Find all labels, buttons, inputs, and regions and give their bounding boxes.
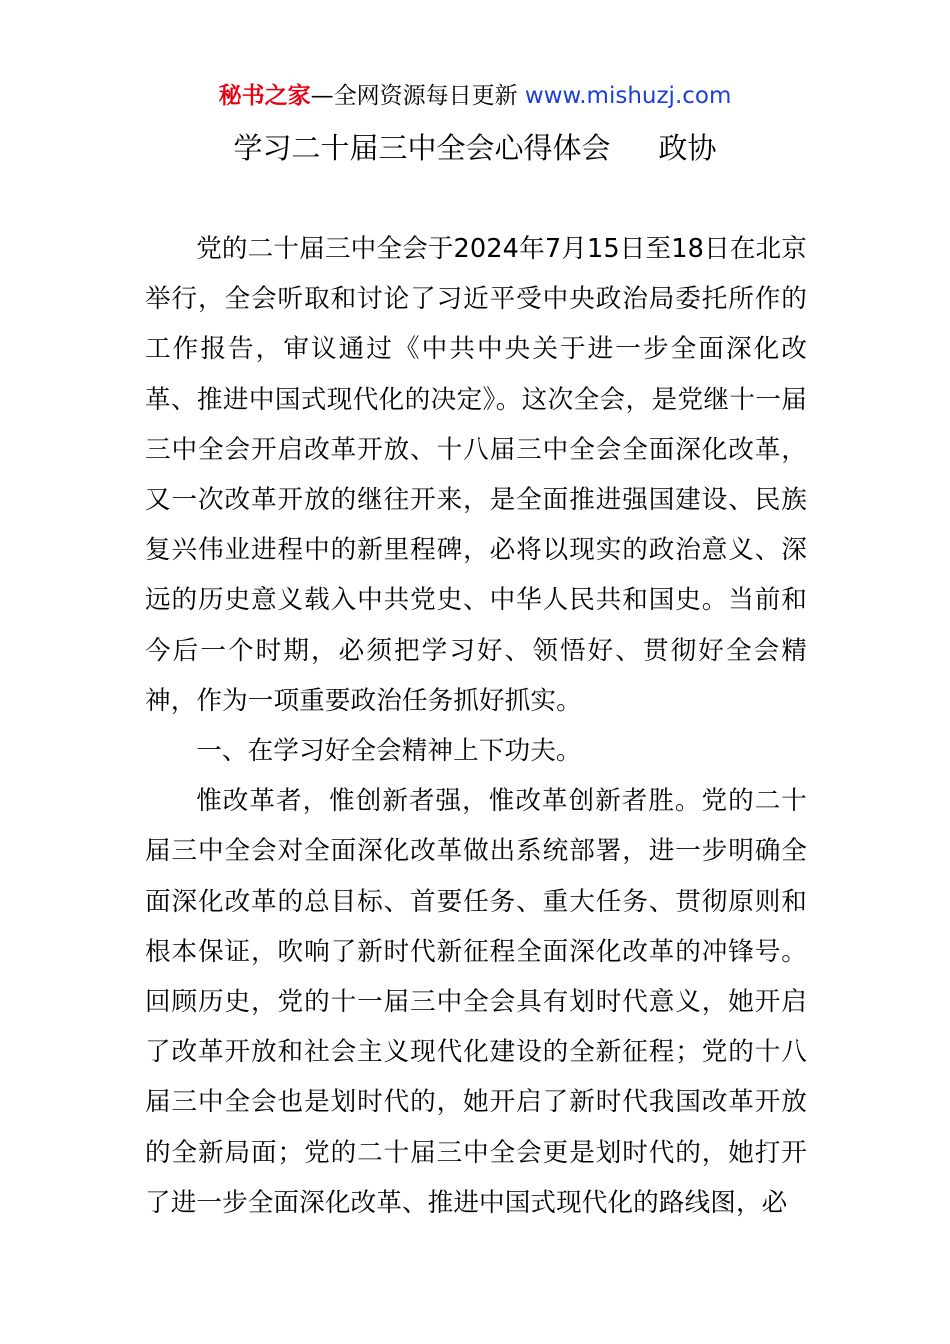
document-body (145, 224, 807, 1228)
paragraph-intro: 党的二十届三中全会于2024年7月15日至18日在北京举行，全会听取和讨论了习近平受中央政治局委托所作的工作报告，审议通过《中共中央关于进一步全面深化改革、推进中国式现代化的决定》。这次全会，是党继十一届三中全会开启改革开放、十八届三中全会全面深化改革，又一次改革开放的继往开来，是全面推进强国建设、民族复兴伟业进程中的新里程碑，必将以现实的政治意义、深远的历史意义载入中共党史、中华人民共和国史。当前和今后一个时期，必须把学习好、领悟好、贯彻好全会精神，作为一项重要政治任务抓好抓实。 (145, 234, 807, 716)
site-header (0, 80, 950, 112)
title-organization: 政协 (658, 131, 717, 165)
header-tagline: —全网资源每日更新 (310, 83, 518, 109)
section-heading-1: 一、在学习好全会精神上下功夫。 (196, 736, 582, 767)
site-url[interactable]: www.mishuzj.com (524, 83, 732, 109)
title-main: 学习二十届三中全会心得体会 (233, 131, 611, 165)
document-title (0, 128, 950, 168)
paragraph-section-1: 惟改革者，惟创新者强，惟改革创新者胜。党的二十届三中全会对全面深化改革做出系统部署，进一步明确全面深化改革的总目标、首要任务、重大任务、贯彻原则和根本保证，吹响了新时代新征程全面深化改革的冲锋号。回顾历史，党的十一届三中全会具有划时代意义，她开启了改革开放和社会主义现代化建设的全新征程；党的十八届三中全会也是划时代的，她开启了新时代我国改革开放的全新局面；党的二十届三中全会更是划时代的，她打开了进一步全面深化改革、推进中国式现代化的路线图，必 (145, 786, 807, 1218)
brand-name: 秘书之家 (218, 83, 311, 109)
